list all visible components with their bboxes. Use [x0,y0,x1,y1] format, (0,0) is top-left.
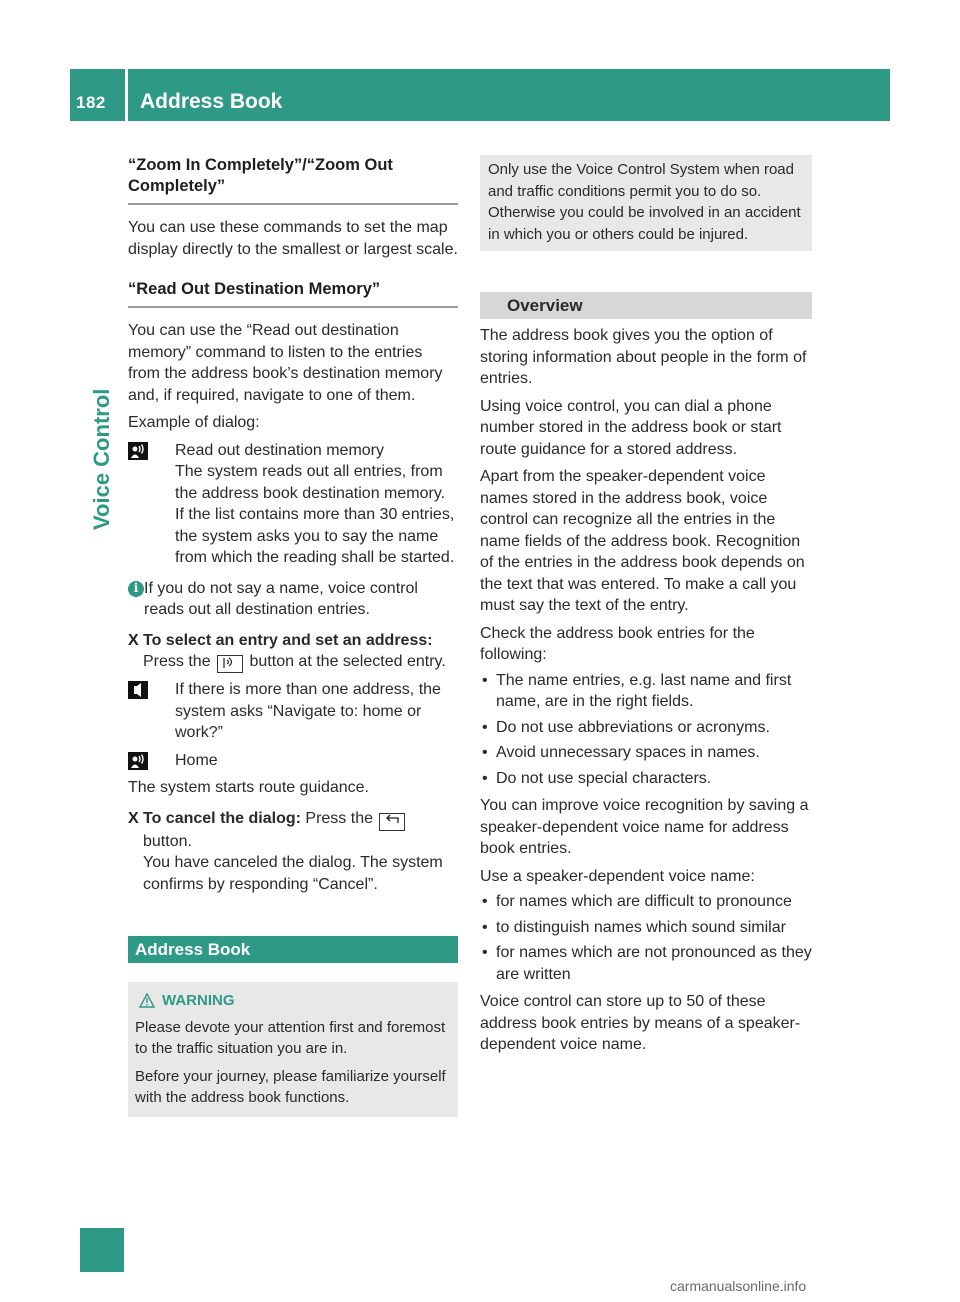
warning-triangle-icon [139,993,155,1008]
chapter-side-marker [80,1228,124,1272]
bullet-list-check [480,670,812,790]
voice-talk-button-icon [217,655,243,673]
step-select-entry-pre: Press the [143,653,211,670]
page-number: 182 [76,93,106,112]
info-icon: i [128,581,144,597]
overview-paragraph-2: Using voice control, you can dial a phone number stored in the address book or start route guidance for a stored address. [480,397,782,458]
bullet-list-voice-name [480,891,812,985]
overview-paragraph-1: The address book gives you the option of storing information about people in the form of entries. [480,327,807,387]
overview-paragraph-6: Use a speaker-dependent voice name: [480,867,755,885]
step-select-entry-title: To select an entry and set an address: [143,631,433,649]
step-select-entry [128,630,458,674]
overview-paragraph-3: Apart from the speaker-dependent voice names stored in the address book, voice control can recognize all the entries in the name fields of the address book. Recognition of the entries in the address book depends on the text that was entered. To make a call you must say the text of the entry. [480,468,805,614]
chapter-side-label [83,300,123,560]
section-overview: Overview [480,292,812,319]
warning-paragraph-2: Before your journey, please familiarize yourself with the address book functions. [135,1067,446,1106]
left-column [128,155,458,1117]
list-item: • for names which are not pronounced as they are written [482,944,812,983]
warning-note-box: Only use the Voice Control System when road and traffic conditions permit you to do so. Otherwise you could be involved in an accident in which you or others could be injured. [480,155,812,251]
header-title: Address Book [140,90,283,113]
overview-paragraph-5: You can improve voice recognition by saving a speaker-dependent voice name for address book entries. [480,797,809,857]
overview-paragraph-4: Check the address book entries for the following: [480,624,755,663]
step-cancel-pre: Press the [305,809,373,827]
step-cancel-post: button. [143,832,192,850]
dialog-system-1-text: If there is more than one address, the system asks “Navigate to: home or work?” [175,681,441,741]
system-speaker-icon [128,679,175,744]
speaking-person-icon [128,750,175,772]
list-item: • Do not use abbreviations or acronyms. [482,718,770,736]
speaking-person-icon [128,440,175,569]
dialog-system-1 [128,679,458,744]
right-column [480,155,812,1056]
paragraph-example: Example of dialog: [128,414,260,431]
dialog-user-1 [128,440,458,569]
list-item: • to distinguish names which sound similar [482,918,786,936]
step-select-entry-post: button at the selected entry. [249,653,446,670]
watermark: carmanualsonline.info [670,1278,807,1294]
chapter-side-label-text: Voice Control [89,388,114,530]
warning-title: WARNING [162,992,235,1009]
dialog-user-2 [128,750,458,772]
overview-paragraph-7: Voice control can store up to 50 of these address book entries by means of a speaker-dependent voice name. [480,993,801,1053]
heading-zoom: “Zoom In Completely”/“Zoom Out Completely” [128,155,458,205]
list-item: • The name entries, e.g. last name and first name, are in the right fields. [482,671,792,710]
step-cancel-dialog [128,808,458,896]
list-item: • for names which are difficult to pronounce [482,893,792,910]
dialog-user-1-text: Read out destination memory The system reads out all entries, from the address book destination memory. If the list contains more than 30 entries, the system asks you to say the name from which the reading shall be started. [175,441,455,566]
dialog-user-2-text: Home [175,751,218,769]
paragraph-zoom: You can use these commands to set the map display directly to the smallest or largest scale. [128,219,458,258]
list-item: • Do not use special characters. [482,769,712,787]
header-divider [125,69,128,121]
x-step-icon: X [128,809,139,827]
info-note [128,578,458,621]
list-item: • Avoid unnecessary spaces in names. [482,744,760,761]
paragraph-read-out: You can use the “Read out destination memory” command to listen to the entries from the address book’s destination memory and, if required, navigate to one of them. [128,322,443,404]
warning-paragraph-1: Please devote your attention first and foremost to the traffic situation you are in. [135,1018,446,1057]
paragraph-route-guidance: The system starts route guidance. [128,779,369,796]
warning-box [128,982,458,1117]
step-cancel-title: To cancel the dialog: [143,809,301,827]
info-note-text: If you do not say a name, voice control reads out all destination entries. [144,579,418,618]
back-arrow-button-icon [379,813,405,831]
section-address-book: Address Book [128,936,458,963]
step-cancel-extra: You have canceled the dialog. The system confirms by responding “Cancel”. [143,854,443,893]
x-step-icon: X [128,631,139,649]
heading-read-out: “Read Out Destination Memory” [128,279,458,308]
